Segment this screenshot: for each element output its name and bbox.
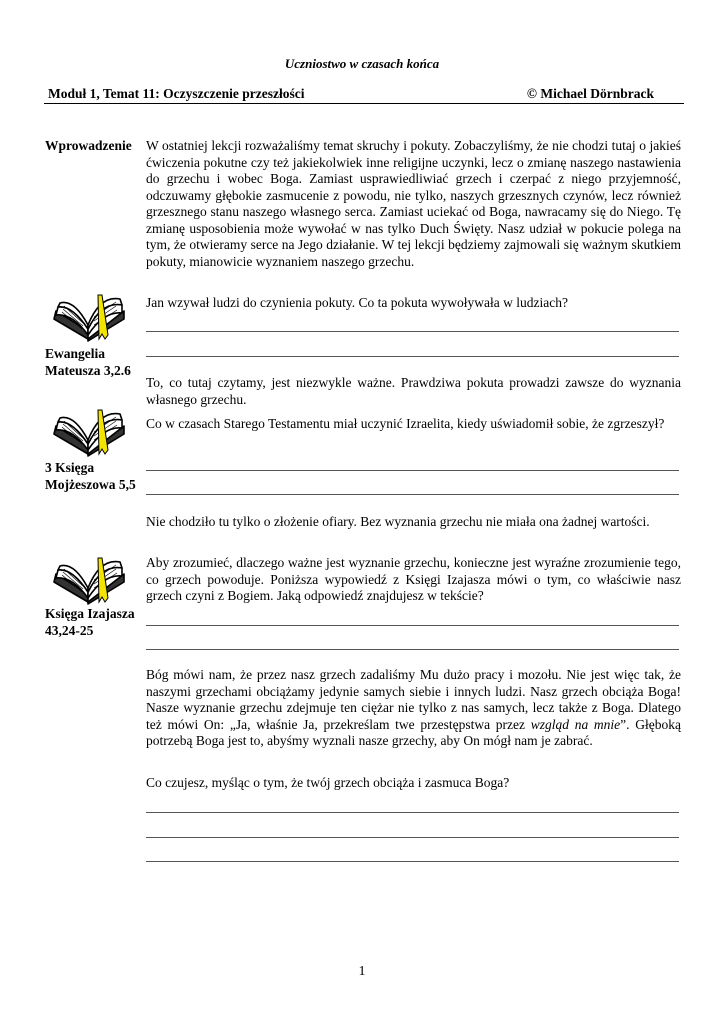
answer-line[interactable] (146, 649, 679, 650)
paragraph-5-text-end: ”. Głęboką potrzebą Boga jest to, abyśmy wyznali nasze grzechy, aby On mógł nam je zabrać. (146, 716, 681, 748)
answer-line[interactable] (146, 837, 679, 838)
open-book-icon (50, 556, 128, 606)
answer-line[interactable] (146, 812, 679, 813)
answer-line[interactable] (146, 625, 679, 626)
intro-label: Wprowadzenie (45, 138, 132, 153)
paragraph-5-italic: wzgląd na mnie (530, 716, 621, 732)
header-divider (44, 103, 684, 104)
page-number: 1 (358, 964, 366, 979)
ref-1-line-1: Ewangelia (45, 346, 106, 361)
ref-3-line-2: 43,24-25 (45, 623, 94, 638)
document-title: Uczniostwo w czasach końca (284, 56, 440, 71)
question-3: Co czujesz, myśląc o tym, że twój grzech obciąża i zasmuca Boga? (146, 775, 510, 790)
question-2: Co w czasach Starego Testamentu miał uczynić Izraelita, kiedy uświadomił sobie, że zgrzeszył? (146, 416, 665, 431)
paragraph-5-text: Bóg mówi nam, że przez nasz grzech zadaliśmy Mu dużo pracy i mozołu. Nie jest więc tak, że naszymi grzechami obciążamy jedynie samych siebie i innych ludzi. Nasz grzech obciąża Boga! Nasze wyznanie grzechu zdejmuje ten ciężar nie tylko z nas samych, lecz także z Boga. Dlatego też mówi On: „Ja, właśnie Ja, przekreślam twe przestępstwa przez (146, 667, 681, 732)
intro-paragraph: W ostatniej lekcji rozważaliśmy temat skruchy i pokuty. Zobaczyliśmy, że nie chodzi tutaj o jakieś ćwiczenia pokutne czy też jakiekolwiek inne religijne uczynki, lecz o zmianę naszego nastawienia do grzechu i wobec Boga. Zamiast usprawiedliwiać grzech i czerpać z niego przyjemność, odczuwamy głębokie zasmucenie z powodu, nie tylko, naszych grzesznych czynów, lecz również grzesznego stanu naszego własnego serca. Zamiast uciekać od Boga, nawracamy się do Niego. Tę zmianę usposobienia może wywołać w nas tylko Duch Święty. Nasz udział w pokucie polega na tym, że otwieramy serce na Jego działanie. W tej lekcji będziemy zajmowali się ważnym skutkiem pokuty, mianowicie wyznaniem naszego grzechu. (146, 138, 681, 269)
question-1: Jan wzywał ludzi do czynienia pokuty. Co ta pokuta wywoływała w ludziach? (146, 295, 569, 310)
ref-2-line-2: Mojżeszowa 5,5 (45, 477, 136, 492)
paragraph-4: Aby zrozumieć, dlaczego ważne jest wyznanie grzechu, konieczne jest wyraźne zrozumienie tego, co grzech powoduje. Poniższa wypowiedź z Księgi Izajasza mówi o tym, co właściwie nasz grzech czyni z Bogiem. Jaką odpowiedź znajdujesz w tekście? (146, 555, 681, 603)
answer-line[interactable] (146, 470, 679, 471)
open-book-icon (50, 408, 128, 458)
paragraph-3: Nie chodziło tu tylko o złożenie ofiary. Bez wyznania grzechu nie miała ona żadnej wartości. (146, 514, 650, 529)
ref-2-line-1: 3 Księga (45, 460, 95, 475)
open-book-icon (50, 293, 128, 343)
answer-line[interactable] (146, 494, 679, 495)
answer-line[interactable] (146, 356, 679, 357)
module-heading: Moduł 1, Temat 11: Oczyszczenie przeszłości (48, 86, 305, 101)
answer-line[interactable] (146, 331, 679, 332)
ref-3-line-1: Księga Izajasza (45, 606, 135, 621)
ref-1-line-2: Mateusza 3,2.6 (45, 363, 131, 378)
paragraph-2: To, co tutaj czytamy, jest niezwykle ważne. Prawdziwa pokuta prowadzi zawsze do wyznania własnego grzechu. (146, 375, 681, 407)
answer-line[interactable] (146, 861, 679, 862)
paragraph-5 (146, 667, 681, 750)
author-credit: © Michael Dörnbrack (526, 86, 654, 101)
